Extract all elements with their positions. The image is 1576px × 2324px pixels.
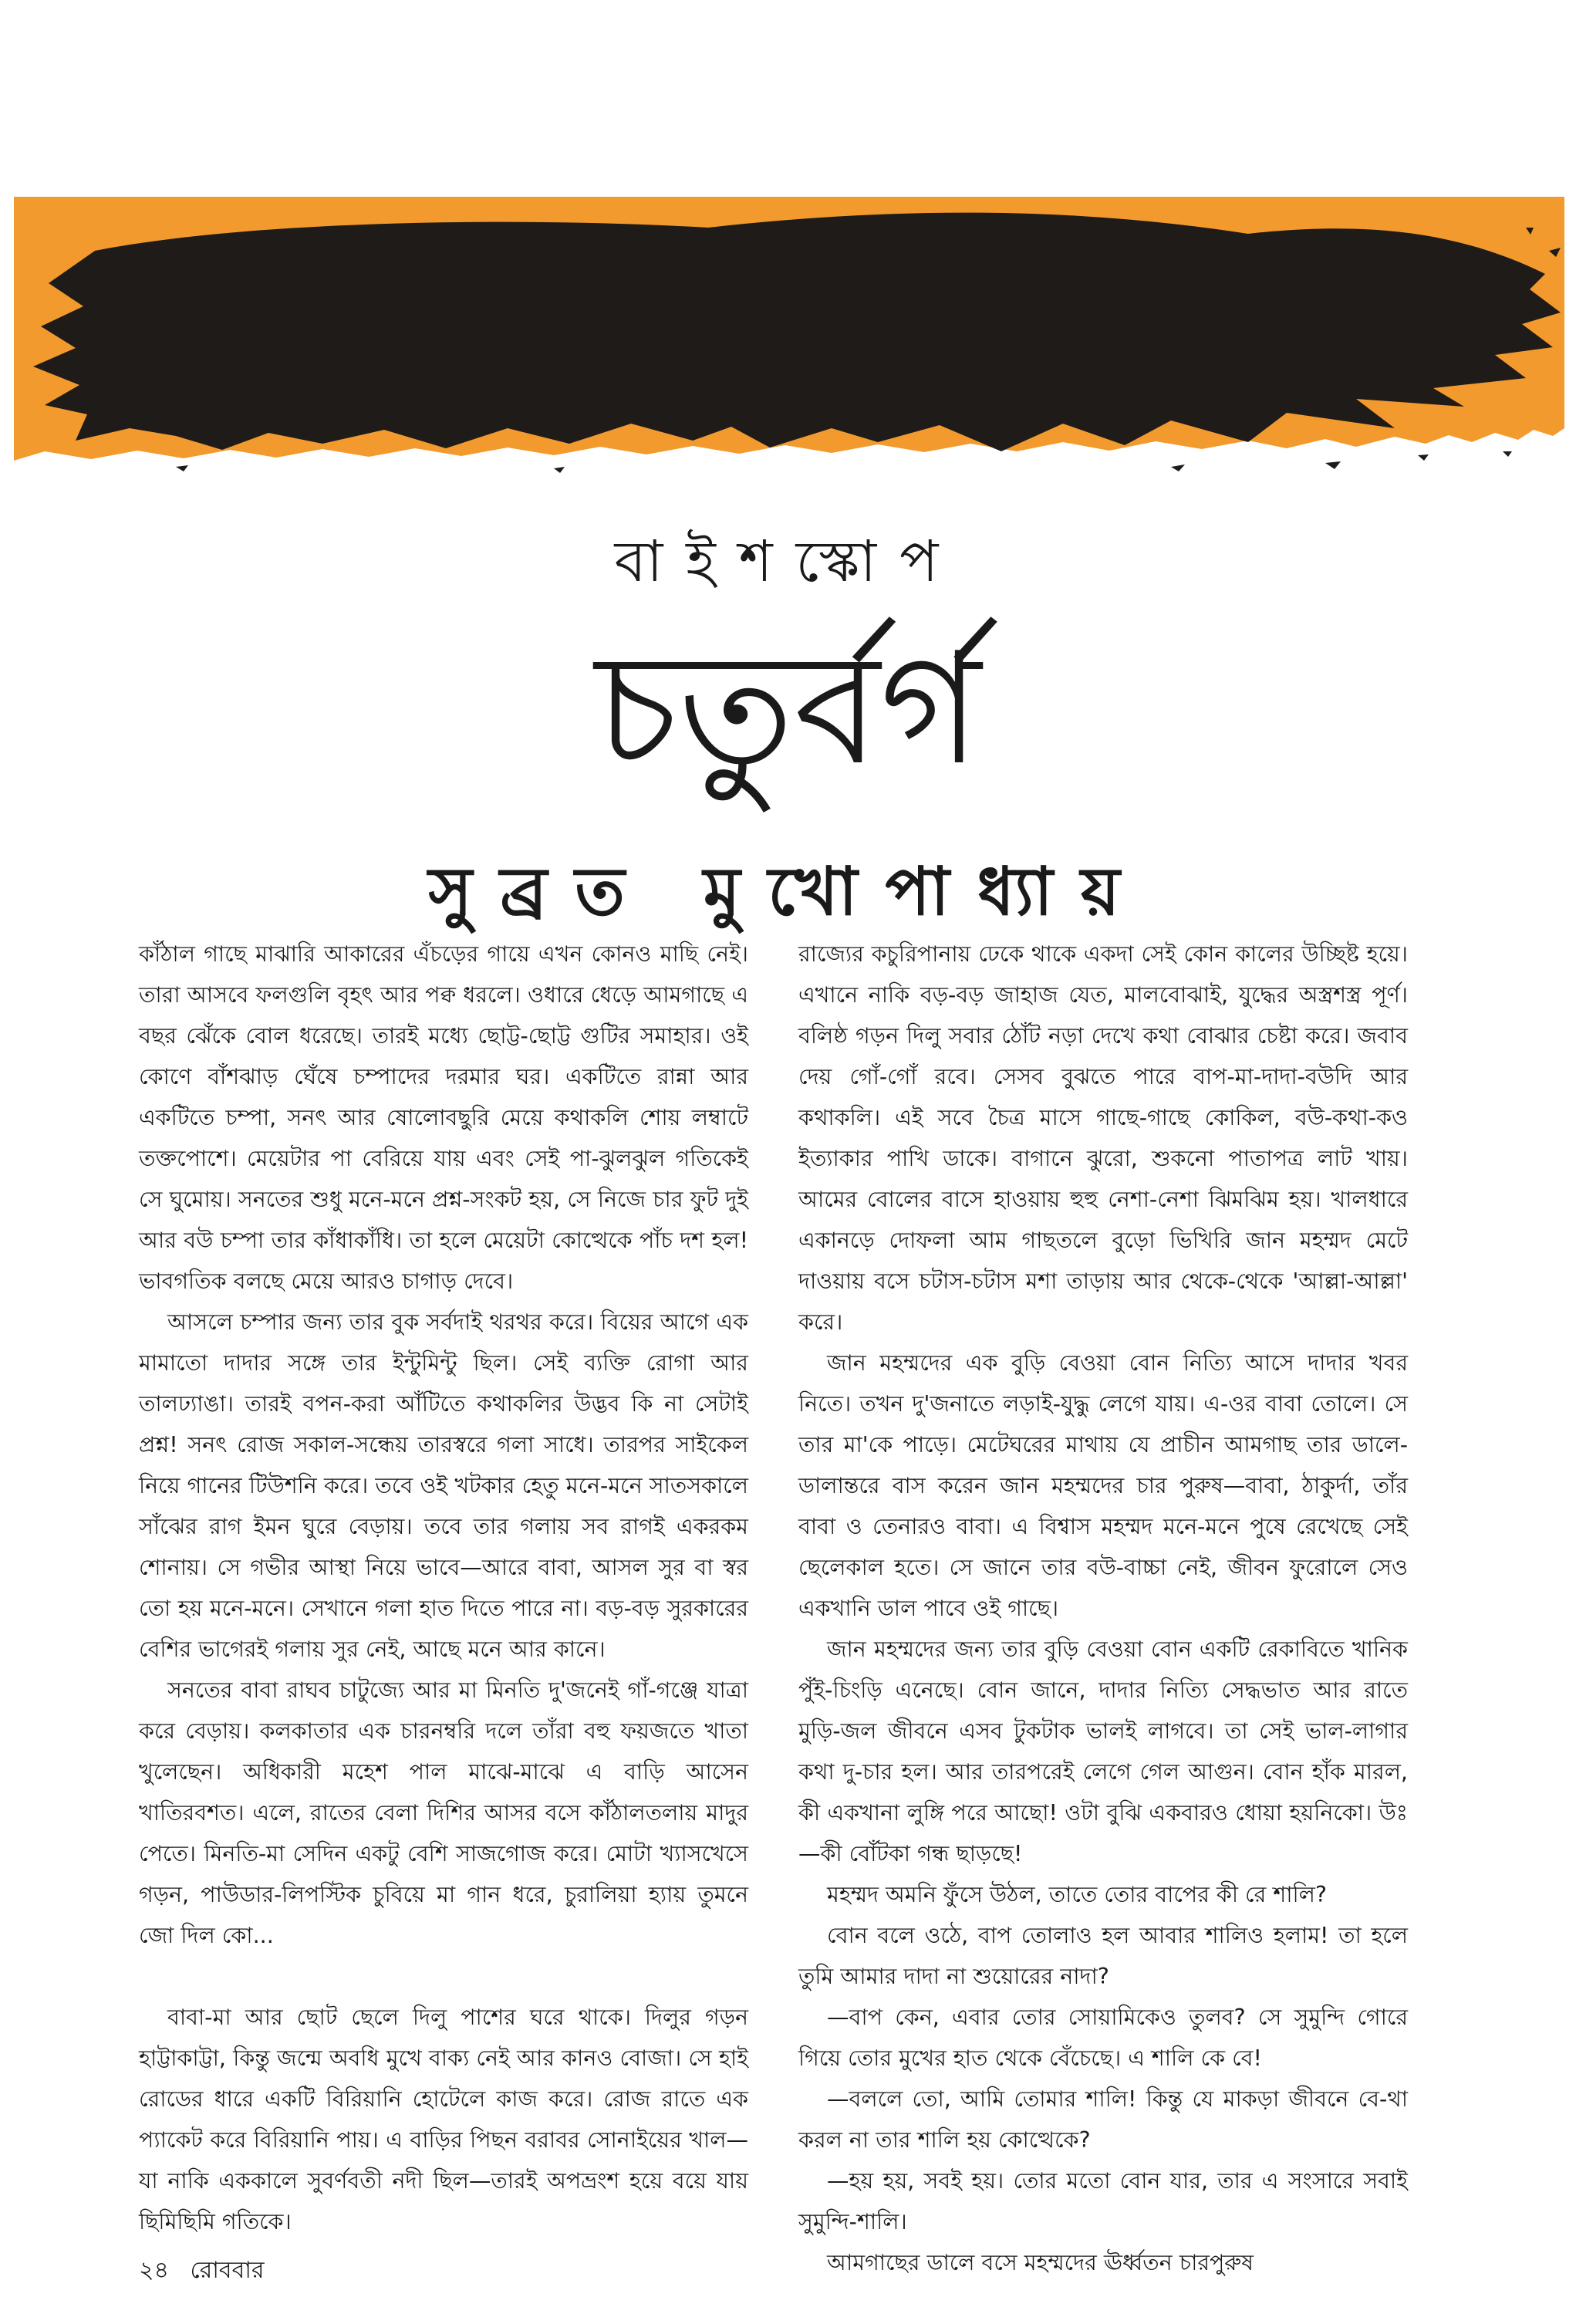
paragraph: মহম্মদ অমনি ফুঁসে উঠল, তাতে তোর বাপের কী রে শালি? [827, 1882, 1327, 1907]
paragraph: —বাপ কেন, এবার তোর সোয়ামিকেও তুলব? সে সুমুন্দি গোরে গিয়ে তোর মুখের হাত থেকে বেঁচেছে। এ শালি কে বে! [798, 2005, 1408, 2071]
page-footer [139, 2251, 278, 2291]
paragraph: —হয় হয়, সবই হয়। তোর মতো বোন যার, তার এ সংসারে সবাই সুমুন্দি-শালি। [798, 2168, 1408, 2234]
page-number: ২৪ [139, 2257, 169, 2284]
paragraph: কাঁঠাল গাছে মাঝারি আকারের এঁচড়ের গায়ে এখন কোনও মাছি নেই। তারা আসবে ফলগুলি বৃহৎ আর পক্ব ধরলে। ওধারে ধেড়ে আমগাছে এ বছর ঝেঁকে বোল ধরেছে। তারই মধ্যে ছোট্ট-ছোট্ট গুটির সমাহার। ওই কোণে বাঁশঝাড় ঘেঁষে চম্পাদের দরমার ঘর। একটিতে রান্না আর একটিতে চম্পা, সনৎ আর ষোলোবছুরি মেয়ে কথাকলি শোয় লম্বাটে তক্তপোশে। মেয়েটার পা বেরিয়ে যায় এবং সেই পা-ঝুলঝুল গতিকেই সে ঘুমোয়। সনতের শুধু মনে-মনে প্রশ্ন-সংকট হয়, সে নিজে চার ফুট দুই আর বউ চম্পা তার কাঁধাকাঁধি। তা হলে মেয়েটা কোত্থেকে পাঁচ দশ হল! ভাবগতিক বলছে মেয়ে আরও চাগাড় দেবে। [139, 941, 748, 1294]
section-kicker: বাইশস্কোপ [614, 529, 962, 595]
black-brush-stroke [33, 213, 1561, 451]
page-title: চতুর্বর্গ [595, 620, 981, 799]
paragraph: —বললে তো, আমি তোমার শালি! কিন্তু যে মাকড়া জীবনে বে-থা করল না তার শালি হয় কোত্থেকে? [798, 2086, 1408, 2153]
paragraph: বাবা-মা আর ছোট ছেলে দিলু পাশের ঘরে থাকে। দিলুর গড়ন হাট্টাকাট্টা, কিন্তু জন্মে অবধি মুখে বাক্য নেই আর কানও বোজা। সে হাই রোডের ধারে একটি বিরিয়ানি হোটেলে কাজ করে। রোজ রাতে এক প্যাকেট করে বিরিয়ানি পায়। এ বাড়ির পিছন বরাবর সোনাইয়ের খাল—যা নাকি এককালে সুবর্ণবতী নদী ছিল—তারই অপভ্রংশ হয়ে বয়ে যায় ছিমিছিমি গতিকে। [139, 2005, 748, 2234]
paragraph: জান মহম্মদের জন্য তার বুড়ি বেওয়া বোন একটি রেকাবিতে খানিক পুঁই-চিংড়ি এনেছে। বোন জানে, দাদার নিত্যি সেদ্ধভাত আর রাতে মুড়ি-জল জীবনে এসব টুকটাক ভালই লাগবে। তা সেই ভাল-লাগার কথা দু-চার হল। আর তারপরেই লেগে গেল আগুন। বোন হাঁক মারল, কী একখানা লুঙ্গি পরে আছো! ওটা বুঝি একবারও ধোয়া হয়নিকো। উঃ—কী বোঁটকা গন্ধ ছাড়ছে! [798, 1637, 1408, 1866]
paragraph: রাজ্যের কচুরিপানায় ঢেকে থাকে একদা সেই কোন কালের উচ্ছিষ্ট হয়ে। এখানে নাকি বড়-বড় জাহাজ যেত, মালবোঝাই, যুদ্ধের অস্ত্রশস্ত্র পূর্ণ। বলিষ্ঠ গড়ন দিলু সবার ঠোঁট নড়া দেখে কথা বোঝার চেষ্টা করে। জবাব দেয় গোঁ-গোঁ রবে। সেসব বুঝতে পারে বাপ-মা-দাদা-বউদি আর কথাকলি। এই সবে চৈত্র মাসে গাছে-গাছে কোকিল, বউ-কথা-কও ইত্যাকার পাখি ডাকে। বাগানে ঝুরো, শুকনো পাতাপত্র লাট খায়। আমের বোলের বাসে হাওয়ায় হুহু নেশা-নেশা ঝিমঝিম হয়। খালধারে একানড়ে দোফলা আম গাছতলে বুড়ো ভিখিরি জান মহম্মদ মেটে দাওয়ায় বসে চটাস-চটাস মশা তাড়ায় আর থেকে-থেকে 'আল্লা-আল্লা' করে। [798, 941, 1408, 1335]
paragraph: আসলে চম্পার জন্য তার বুক সর্বদাই থরথর করে। বিয়ের আগে এক মামাতো দাদার সঙ্গে তার ইন্টুমিন্টু ছিল। সেই ব্যক্তি রোগা আর তালঢ্যাঙা। তারই বপন-করা আঁটিতে কথাকলির উদ্ভব কি না সেটাই প্রশ্ন! সনৎ রোজ সকাল-সন্ধেয় তারস্বরে গলা সাধে। তারপর সাইকেল নিয়ে গানের টিউশনি করে। তবে ওই খটকার হেতু মনে-মনে সাতসকালে সাঁঝের রাগ ইমন ঘুরে বেড়ায়। তবে তার গলায় সব রাগই একরকম শোনায়। সে গভীর আস্থা নিয়ে ভাবে—আরে বাবা, আসল সুর বা স্বর তো হয় মনে-মনে। সেখানে গলা হাত দিতে পারে না। বড়-বড় সুরকারের বেশির ভাগেরই গলায় সুর নেই, আছে মনে আর কানে। [139, 1309, 748, 1662]
author-byline: সুব্রত মুখোপাধ্যায় [428, 853, 1148, 931]
paragraph: সনতের বাবা রাঘব চাটুজ্যে আর মা মিনতি দু'জনেই গাঁ-গঞ্জে যাত্রা করে বেড়ায়। কলকাতার এক চারনম্বরি দলে তাঁরা বহু ফয়জতে খাতা খুলেছেন। অধিকারী মহেশ পাল মাঝে-মাঝে এ বাড়ি আসেন খাতিরবশত। এলে, রাতের বেলা দিশির আসর বসে কাঁঠালতলায় মাদুর পেতে। মিনতি-মা সেদিন একটু বেশি সাজগোজ করে। মোটা খ্যাসখেসে গড়ন, পাউডার-লিপস্টিক চুবিয়ে মা গান ধরে, চুরালিয়া হ্যায় তুমনে জো দিল কো... [139, 1677, 748, 1948]
left-column [139, 934, 748, 2242]
right-column [798, 934, 1408, 2283]
publication-name: রোববার [190, 2257, 265, 2284]
brush-stroke-banner [14, 197, 1564, 494]
paragraph: বোন বলে ওঠে, বাপ তোলাও হল আবার শালিও হলাম! তা হলে তুমি আমার দাদা না শুয়োরের নাদা? [798, 1923, 1408, 1989]
paragraph: জান মহম্মদের এক বুড়ি বেওয়া বোন নিত্যি আসে দাদার খবর নিতে। তখন দু'জনাতে লড়াই-যুদ্ধু লেগে যায়। এ-ওর বাবা তোলে। সে তার মা'কে পাড়ে। মেটেঘরের মাথায় যে প্রাচীন আমগাছ তার ডালে-ডালান্তরে বাস করেন জান মহম্মদের চার পুরুষ—বাবা, ঠাকুর্দা, তাঁর বাবা ও তেনারও বাবা। এ বিশ্বাস মহম্মদ মনে-মনে পুষে রেখেছে সেই ছেলেকাল হতে। সে জানে তার বউ-বাচ্চা নেই, জীবন ফুরোলে সেও একখানি ডাল পাবে ওই গাছে। [798, 1350, 1408, 1621]
paragraph: আমগাছের ডালে বসে মহম্মদের ঊর্ধ্বতন চারপুরুষ [827, 2250, 1254, 2275]
